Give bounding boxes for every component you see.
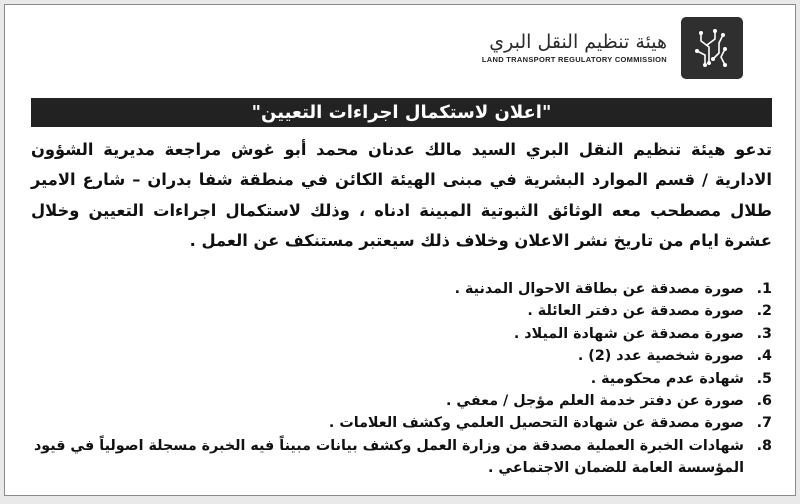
list-item	[31, 390, 772, 412]
header	[482, 17, 743, 79]
org-name-arabic: هيئة تنظيم النقل البري	[489, 30, 667, 53]
announcement-body: تدعو هيئة تنظيم النقل البري السيد مالك عدنان محمد أبو غوش مراجعة مديرية الشؤون الادارية / قسم الموارد البشرية في مبنى الهيئة الكائن في منطقة شفا بدران – شارع الامير طلال مصطحب معه الوثائق الثبوتية المبينة ادناه ، وذلك لاستكمال اجراءات التعيين وخلال عشرة ايام من تاريخ نشر الاعلان وخلاف ذلك سيعتبر مستنكف عن العمل .	[31, 140, 772, 251]
required-documents-list	[31, 278, 772, 480]
list-item	[31, 300, 772, 322]
item-text: شهادات الخبرة العملية مصدقة من وزارة العمل وكشف بيانات مبيناً فيه الخبرة مسجلة اصولياً في قيود المؤسسة العامة للضمان الاجتماعي .	[33, 437, 744, 477]
item-number: 3.	[756, 325, 772, 342]
item-text: صورة مصدقة عن بطاقة الاحوال المدنية .	[454, 281, 744, 297]
item-text: صورة شخصية عدد (2) .	[577, 348, 744, 365]
list-item	[31, 278, 772, 300]
item-number: 1.	[756, 281, 772, 297]
item-text: شهادة عدم محكومية .	[590, 370, 744, 387]
item-number: 2.	[756, 303, 772, 320]
org-name-english: LAND TRANSPORT REGULATORY COMMISSION	[481, 55, 667, 65]
list-item	[31, 412, 772, 434]
announcement-title: "اعلان لاستكمال اجراءات التعيين"	[251, 102, 552, 123]
item-text: صورة مصدقة عن شهادة الميلاد .	[513, 325, 744, 342]
list-item	[31, 435, 772, 480]
item-text: صورة عن دفتر خدمة العلم مؤجل / معفي .	[445, 393, 744, 410]
item-number: 5.	[756, 370, 772, 387]
ltrc-logo-icon	[681, 17, 743, 79]
item-number: 7.	[756, 415, 772, 432]
list-item	[31, 323, 772, 345]
list-item	[31, 345, 772, 367]
announcement-title-bar	[31, 98, 772, 127]
item-text: صورة مصدقة عن شهادة التحصيل العلمي وكشف العلامات .	[328, 415, 744, 432]
item-number: 8.	[756, 437, 772, 454]
announcement-page	[4, 4, 796, 496]
list-item	[31, 368, 772, 390]
item-number: 4.	[756, 348, 772, 365]
item-number: 6.	[756, 393, 772, 410]
item-text: صورة مصدقة عن دفتر العائلة .	[527, 303, 744, 320]
org-name-block	[482, 32, 667, 65]
